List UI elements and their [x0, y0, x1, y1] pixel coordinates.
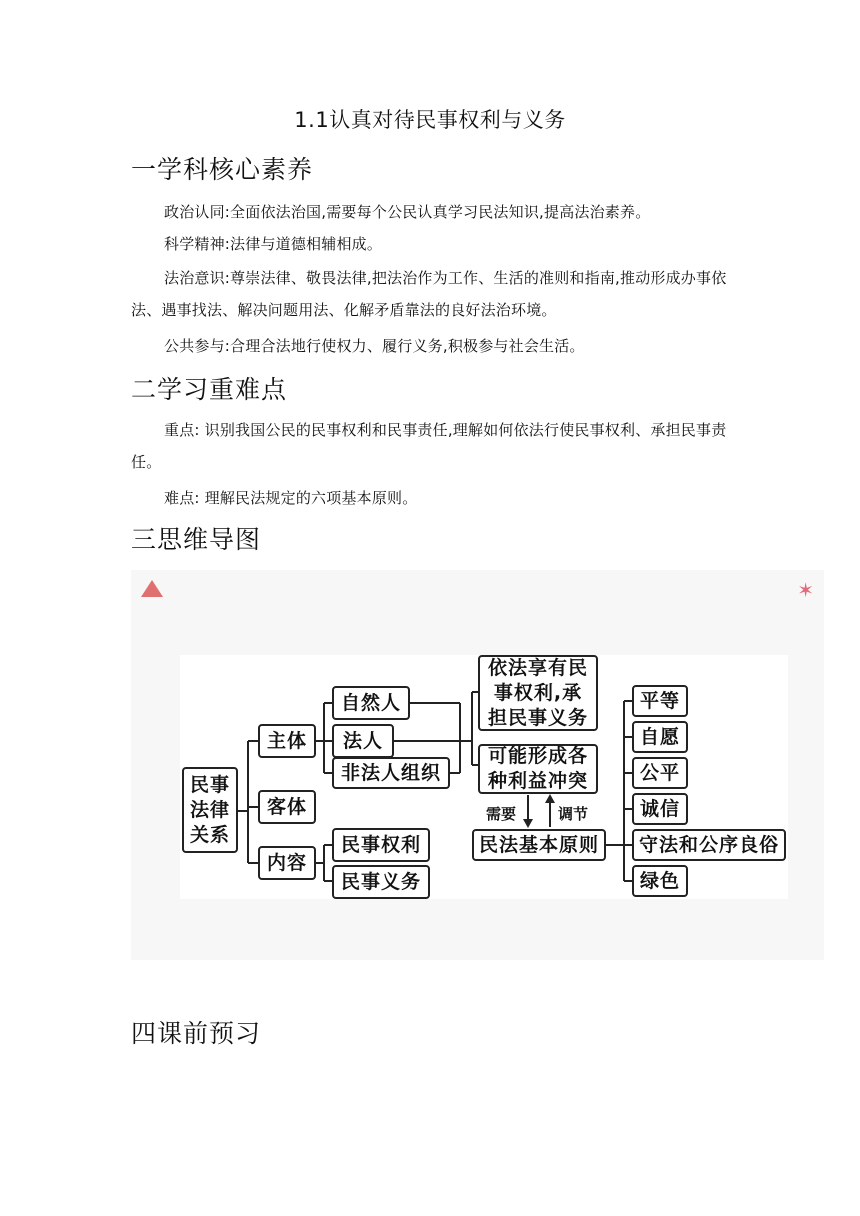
section-heading-mindmap: 三思维导图: [131, 525, 262, 554]
node-subject: [258, 724, 316, 758]
node-natural-person-label: 自然人: [340, 691, 401, 714]
page-title: 1.1认真对待民事权利与义务: [294, 108, 566, 132]
node-principles: [472, 829, 606, 861]
section-heading-preview: 四课前预习: [131, 1019, 262, 1048]
node-enjoy-rights-label: 依法享有民事权利,承担民事义务: [487, 656, 588, 729]
node-legal-person-label: 法人: [342, 729, 383, 752]
principle-equality-label: 平等: [639, 689, 680, 712]
principle-law-morals-label: 守法和公序良俗: [638, 833, 779, 856]
node-non-legal-org-label: 非法人组织: [340, 761, 441, 784]
node-civil-duties-label: 民事义务: [340, 870, 421, 893]
node-legal-person: [332, 724, 394, 758]
star-icon: ✶: [797, 578, 814, 602]
principle-fairness: [632, 757, 688, 789]
node-civil-rights: [332, 828, 430, 862]
node-subject-label: 主体: [266, 729, 307, 752]
principle-equality: [632, 685, 688, 717]
node-conflict-label: 可能形成各种利益冲突: [487, 745, 588, 792]
label-adjust: 调节: [558, 805, 589, 823]
node-content: [258, 846, 316, 880]
principle-voluntary-label: 自愿: [639, 725, 680, 748]
mindmap-area: [180, 655, 788, 899]
node-object-label: 客体: [266, 795, 307, 818]
node-conflict: [478, 744, 598, 794]
principle-law-morals: [632, 829, 786, 861]
paragraph-key-point: 重点: 识别我国公民的民事权利和民事责任,理解如何依法行使民事权利、承担民事责任。: [131, 421, 727, 471]
principle-fairness-label: 公平: [639, 761, 680, 784]
node-civil-duties: [332, 865, 430, 899]
paragraph-law-awareness: 法治意识:尊崇法律、敬畏法律,把法治作为工作、生活的准则和指南,推动形成办事依法、遇事找法、解决问题用法、化解矛盾靠法的良好法治环境。: [131, 269, 727, 319]
node-object: [258, 790, 316, 824]
node-content-label: 内容: [266, 851, 307, 874]
principle-voluntary: [632, 721, 688, 753]
principle-honesty: [632, 793, 688, 825]
section-heading-key-points: 二学习重难点: [131, 375, 288, 404]
section-heading-literacy: 一学科核心素养: [131, 155, 314, 184]
node-enjoy-rights: [478, 655, 598, 731]
triangle-icon: [141, 580, 163, 597]
node-civil-rights-label: 民事权利: [340, 833, 421, 856]
principle-green: [632, 865, 688, 897]
paragraph-public: 公共参与:合理合法地行使权力、履行义务,积极参与社会生活。: [164, 337, 585, 355]
node-root: [182, 767, 238, 853]
principle-honesty-label: 诚信: [639, 797, 680, 820]
node-natural-person: [332, 686, 410, 720]
node-non-legal-org: [332, 757, 450, 789]
paragraph-science: 科学精神:法律与道德相辅相成。: [164, 235, 383, 253]
label-need: 需要: [486, 805, 517, 823]
node-root-label: 民事法律关系: [190, 773, 231, 846]
principle-green-label: 绿色: [639, 869, 680, 892]
paragraph-difficulty: 难点: 理解民法规定的六项基本原则。: [164, 489, 418, 507]
node-principles-label: 民法基本原则: [478, 833, 599, 856]
paragraph-political: 政治认同:全面依法治国,需要每个公民认真学习民法知识,提高法治素养。: [164, 203, 651, 221]
